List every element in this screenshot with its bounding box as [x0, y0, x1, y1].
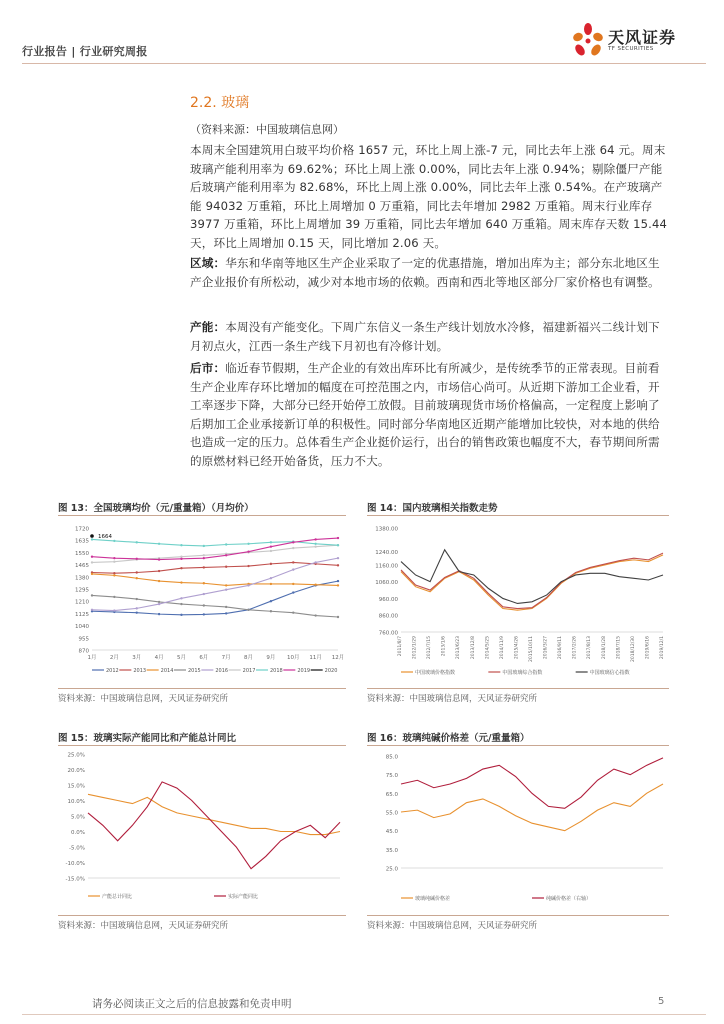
data-point — [136, 598, 138, 600]
data-point — [180, 544, 182, 546]
data-point — [113, 557, 115, 559]
data-point — [203, 613, 205, 615]
figure-14-chart — [367, 520, 669, 685]
paragraph-text: 华东和华南等地区生产企业采取了一定的优惠措施，增加出库为主；部分东北地区生产企业报价有所松动，减少对本地市场的依赖。西南和西北等地区部分厂家价格也有调整。 — [190, 256, 660, 289]
logo-subtext: TF SECURITIES — [608, 46, 654, 52]
series-line-实际产能同比 — [88, 782, 340, 869]
figure-15-source: 资料来源：中国玻璃信息网，天风证券研究所 — [58, 921, 229, 931]
figure-15-chart — [58, 748, 346, 913]
x-tick-label: 2013/12/8 — [470, 636, 476, 660]
y-tick-label: 1125 — [75, 611, 89, 618]
header-divider — [22, 63, 706, 64]
data-point — [91, 556, 93, 558]
data-point — [247, 550, 249, 552]
legend-label: 中国玻璃信心指数 — [589, 670, 630, 676]
data-point — [270, 583, 272, 585]
y-tick-label: 1210 — [75, 599, 89, 606]
data-point — [180, 614, 182, 616]
y-tick-label: 1295 — [75, 587, 89, 594]
y-tick-label: 1380.00 — [375, 526, 398, 533]
data-point — [292, 541, 294, 543]
figure-13-source: 资料来源：中国玻璃信息网，天风证券研究所 — [58, 694, 229, 704]
x-tick-label: 2015/4/26 — [514, 636, 520, 660]
data-point — [113, 572, 115, 574]
legend-label: 实际产能同比 — [228, 894, 259, 900]
data-point — [270, 600, 272, 602]
section-source: （资料来源：中国玻璃信息网） — [190, 123, 344, 136]
y-tick-label: 20.0% — [67, 768, 85, 774]
legend-label: 2012 — [106, 668, 119, 674]
data-point — [91, 609, 93, 611]
x-tick-label: 10月 — [287, 655, 300, 661]
data-point — [337, 580, 339, 582]
x-tick-label: 2015/10/11 — [529, 636, 534, 662]
x-tick-label: 8月 — [244, 655, 254, 661]
data-point — [91, 594, 93, 596]
figure-rule — [367, 688, 669, 689]
paragraph-label: 产能： — [190, 320, 226, 334]
data-point — [113, 574, 115, 576]
y-tick-label: 1040 — [75, 624, 89, 631]
data-point — [136, 611, 138, 613]
paragraph-outlook — [190, 359, 670, 470]
data-point — [247, 565, 249, 567]
data-point — [337, 584, 339, 586]
x-tick-label: 6月 — [199, 655, 209, 661]
data-point — [225, 584, 227, 586]
data-point — [247, 543, 249, 545]
data-point — [203, 566, 205, 568]
data-point — [314, 583, 316, 585]
footer-disclaimer: 请务必阅读正文之后的信息披露和免责申明 — [92, 998, 292, 1010]
x-tick-label: 2016/9/11 — [558, 636, 564, 660]
figure-14-title: 图 14：国内玻璃相关指数走势 — [367, 503, 498, 514]
x-tick-label: 2019/12/1 — [660, 636, 665, 660]
series-line-2017 — [92, 545, 338, 562]
data-point — [337, 537, 339, 539]
series-line-2014 — [92, 574, 338, 585]
section-title: 2.2. 玻璃 — [190, 95, 250, 111]
data-point — [225, 554, 227, 556]
paragraph-label: 区域： — [190, 256, 226, 270]
legend-label: 2013 — [133, 668, 147, 674]
y-tick-label: -10.0% — [65, 861, 85, 867]
paragraph-label: 后市： — [190, 361, 226, 375]
data-point — [270, 545, 272, 547]
series-line-2013 — [92, 562, 338, 573]
x-tick-label: 2018/12/30 — [630, 636, 636, 662]
paragraph-text: 临近春节假期，生产企业的有效出库环比有所减少，是传统季节的正常表现。目前看生产企业库存环比增加的幅度在可控范围之内，市场信心尚可。从近期下游加工企业看，开工率逐步下降，大部分已经开始停工放假。目前玻璃现货市场价格偏高，一定程度上影响了后期加工企业承接新订单的积极性。同时部分华南地区近期产能增加比较快，对本地的供给也造成一定的压力。总体看生产企业挺价运行，出台的销售政策也幅度不大，春节期间所需的原燃材料已经开始备货，压力不大。 — [190, 361, 660, 468]
data-point — [270, 550, 272, 552]
y-tick-label: 1720 — [75, 526, 89, 533]
figure-16-chart — [367, 748, 669, 913]
y-tick-label: 10.0% — [67, 799, 85, 805]
y-tick-label: 25.0% — [67, 752, 85, 759]
data-point — [292, 611, 294, 613]
data-point — [225, 589, 227, 591]
y-tick-label: 1550 — [75, 550, 89, 557]
data-point — [180, 581, 182, 583]
y-tick-label: 860.00 — [378, 613, 398, 620]
x-tick-label: 2018/7/15 — [616, 636, 622, 660]
figure-13-title: 图 13：全国玻璃均价（元/重量箱）（月均价） — [58, 503, 254, 514]
y-tick-label: 15.0% — [67, 783, 85, 790]
data-point — [113, 540, 115, 542]
x-tick-label: 2011/8/7 — [398, 636, 403, 657]
data-point — [225, 612, 227, 614]
legend-label: 2017 — [242, 668, 256, 674]
figure-rule — [367, 915, 669, 916]
x-tick-label: 1月 — [87, 655, 97, 661]
data-point — [337, 616, 339, 618]
legend-label: 中国玻璃价格指数 — [415, 670, 456, 676]
legend-label: 中国玻璃综合指数 — [502, 670, 543, 676]
y-tick-label: -5.0% — [69, 845, 85, 852]
legend-label: 纯碱价格差（右轴） — [546, 896, 592, 902]
data-point — [270, 563, 272, 565]
series-line-玻璃纯碱价格差 — [401, 784, 663, 831]
data-point — [113, 596, 115, 598]
figure-14-source: 资料来源：中国玻璃信息网，天风证券研究所 — [367, 694, 538, 704]
y-tick-label: -15.0% — [65, 876, 85, 883]
data-point — [180, 567, 182, 569]
x-tick-label: 4月 — [154, 655, 164, 661]
legend-label: 产能总计同比 — [102, 894, 133, 900]
data-point — [136, 571, 138, 573]
data-point — [203, 545, 205, 547]
x-tick-label: 2017/8/13 — [587, 636, 593, 660]
data-point — [337, 557, 339, 559]
data-point — [292, 583, 294, 585]
data-point — [180, 558, 182, 560]
x-tick-label: 2017/2/26 — [572, 636, 578, 660]
y-tick-label: 1240.00 — [375, 549, 398, 556]
data-point — [90, 534, 94, 538]
x-tick-label: 2013/6/23 — [456, 636, 462, 660]
x-tick-label: 5月 — [176, 655, 186, 661]
logo-icon — [570, 22, 606, 62]
data-point — [203, 593, 205, 595]
data-point — [292, 561, 294, 563]
x-tick-label: 2012/7/15 — [427, 636, 433, 660]
data-point — [337, 544, 339, 546]
data-point — [158, 613, 160, 615]
x-tick-label: 7月 — [221, 655, 231, 661]
y-tick-label: 25.0 — [385, 866, 398, 873]
paragraph-summary: 本周末全国建筑用白玻平均价格 1657 元，环比上周上涨-7 元，同比去年上涨 64 元。周末玻璃产能利用率为 69.62%；环比上周上涨 0.00%，同比去年上涨 0.94%；剔除僵尸产能后玻璃产能利用率为 82.68%，环比上周上涨 0.00%，同比去年上涨 0.54%。在产玻璃产能 94032 万重箱，环比上周增加 0 万重箱，同比去年增加 2982 万重箱。周末行业库存 3977 万重箱，环比上周增加 39 万重箱，同比去年增加 640 万重箱。周末库存天数 15.44 天，环比上周增加 0.15 天，同比增加 2.06 天。 — [190, 143, 668, 250]
legend-label: 2014 — [160, 668, 174, 674]
y-tick-label: 5.0% — [71, 814, 85, 821]
legend-label: 2015 — [188, 668, 201, 674]
legend-label: 2018 — [270, 668, 283, 674]
data-point — [292, 547, 294, 549]
report-category: 行业报告 | 行业研究周报 — [22, 45, 148, 58]
data-point — [314, 545, 316, 547]
data-point — [270, 610, 272, 612]
figure-16-source: 资料来源：中国玻璃信息网，天风证券研究所 — [367, 921, 538, 931]
y-tick-label: 1465 — [75, 563, 89, 570]
x-tick-label: 2013/1/6 — [441, 636, 447, 657]
x-tick-label: 9月 — [266, 655, 276, 661]
data-point — [91, 573, 93, 575]
data-point — [136, 607, 138, 609]
figure-rule — [367, 745, 669, 746]
figure-13-chart — [58, 520, 346, 685]
y-tick-label: 45.0 — [385, 829, 398, 836]
paragraph-region — [190, 254, 670, 291]
data-point — [203, 582, 205, 584]
legend-label: 2019 — [297, 668, 311, 674]
data-point — [292, 591, 294, 593]
data-point — [314, 561, 316, 563]
data-point — [314, 614, 316, 616]
y-tick-label: 0.0% — [71, 830, 85, 836]
data-point — [247, 584, 249, 586]
figure-15-title: 图 15：玻璃实际产能同比和产能总计同比 — [58, 733, 237, 744]
data-point — [225, 543, 227, 545]
data-point — [203, 557, 205, 559]
y-tick-label: 35.0 — [385, 847, 398, 854]
y-tick-label: 870 — [78, 648, 89, 655]
data-point — [225, 606, 227, 608]
data-label: 1664 — [98, 534, 112, 541]
page-number: 5 — [658, 996, 665, 1007]
y-tick-label: 85.0 — [385, 754, 398, 761]
y-tick-label: 1635 — [75, 538, 89, 545]
data-point — [270, 577, 272, 579]
series-line-2019 — [92, 538, 338, 560]
x-tick-label: 11月 — [309, 655, 322, 661]
x-tick-label: 12月 — [331, 655, 345, 661]
paragraph-text: 本周没有产能变化。下周广东信义一条生产线计划放水冷修，福建新福兴二线计划下月初点火，江西一条生产线下月初也有冷修计划。 — [190, 320, 660, 353]
x-tick-label: 2016/3/27 — [543, 636, 549, 660]
figure-rule — [58, 688, 346, 689]
y-tick-label: 1380 — [75, 575, 89, 582]
series-line-纯碱价格差（右轴） — [401, 758, 663, 808]
data-point — [337, 564, 339, 566]
logo — [570, 22, 700, 62]
y-tick-label: 55.0 — [385, 810, 398, 817]
data-point — [158, 601, 160, 603]
data-point — [136, 558, 138, 560]
x-tick-label: 2014/5/25 — [485, 636, 491, 660]
figure-rule — [367, 515, 669, 516]
figure-16-title: 图 16：玻璃纯碱价格差（元/重量箱） — [367, 733, 530, 744]
y-tick-label: 760.00 — [378, 630, 398, 637]
data-point — [136, 541, 138, 543]
data-point — [247, 609, 249, 611]
figure-rule — [58, 745, 346, 746]
data-point — [91, 561, 93, 563]
data-point — [270, 541, 272, 543]
logo-text: 天风证券 — [608, 28, 677, 47]
data-point — [158, 570, 160, 572]
data-point — [292, 568, 294, 570]
data-point — [136, 577, 138, 579]
x-tick-label: 3月 — [132, 655, 142, 661]
data-point — [203, 554, 205, 556]
paragraph-capacity — [190, 318, 670, 355]
series-line-中国玻璃信心指数 — [401, 550, 663, 604]
legend-label: 2020 — [324, 668, 338, 674]
y-tick-label: 955 — [78, 636, 89, 643]
data-point — [158, 580, 160, 582]
y-tick-label: 960.00 — [378, 596, 398, 603]
series-line-2018 — [92, 539, 338, 545]
data-point — [180, 603, 182, 605]
y-tick-label: 1060.00 — [375, 580, 398, 587]
data-point — [158, 543, 160, 545]
legend-label: 玻璃纯碱价格差 — [415, 896, 451, 902]
data-point — [225, 566, 227, 568]
data-point — [113, 561, 115, 563]
x-tick-label: 2月 — [109, 655, 119, 661]
y-tick-label: 1160.00 — [375, 563, 398, 570]
data-point — [180, 556, 182, 558]
data-point — [314, 538, 316, 540]
data-point — [314, 543, 316, 545]
x-tick-label: 2012/1/29 — [412, 636, 418, 660]
legend-label: 2016 — [215, 668, 229, 674]
x-tick-label: 2018/1/28 — [601, 636, 607, 660]
x-tick-label: 2014/11/9 — [499, 636, 505, 660]
y-tick-label: 75.0 — [385, 773, 398, 780]
data-point — [158, 558, 160, 560]
footer-divider — [22, 1014, 706, 1015]
figure-rule — [58, 915, 346, 916]
data-point — [158, 603, 160, 605]
x-tick-label: 2019/6/16 — [645, 636, 651, 660]
figure-rule — [58, 515, 346, 516]
data-point — [203, 604, 205, 606]
data-point — [113, 609, 115, 611]
data-point — [91, 538, 93, 540]
y-tick-label: 65.0 — [385, 791, 398, 798]
data-point — [180, 597, 182, 599]
